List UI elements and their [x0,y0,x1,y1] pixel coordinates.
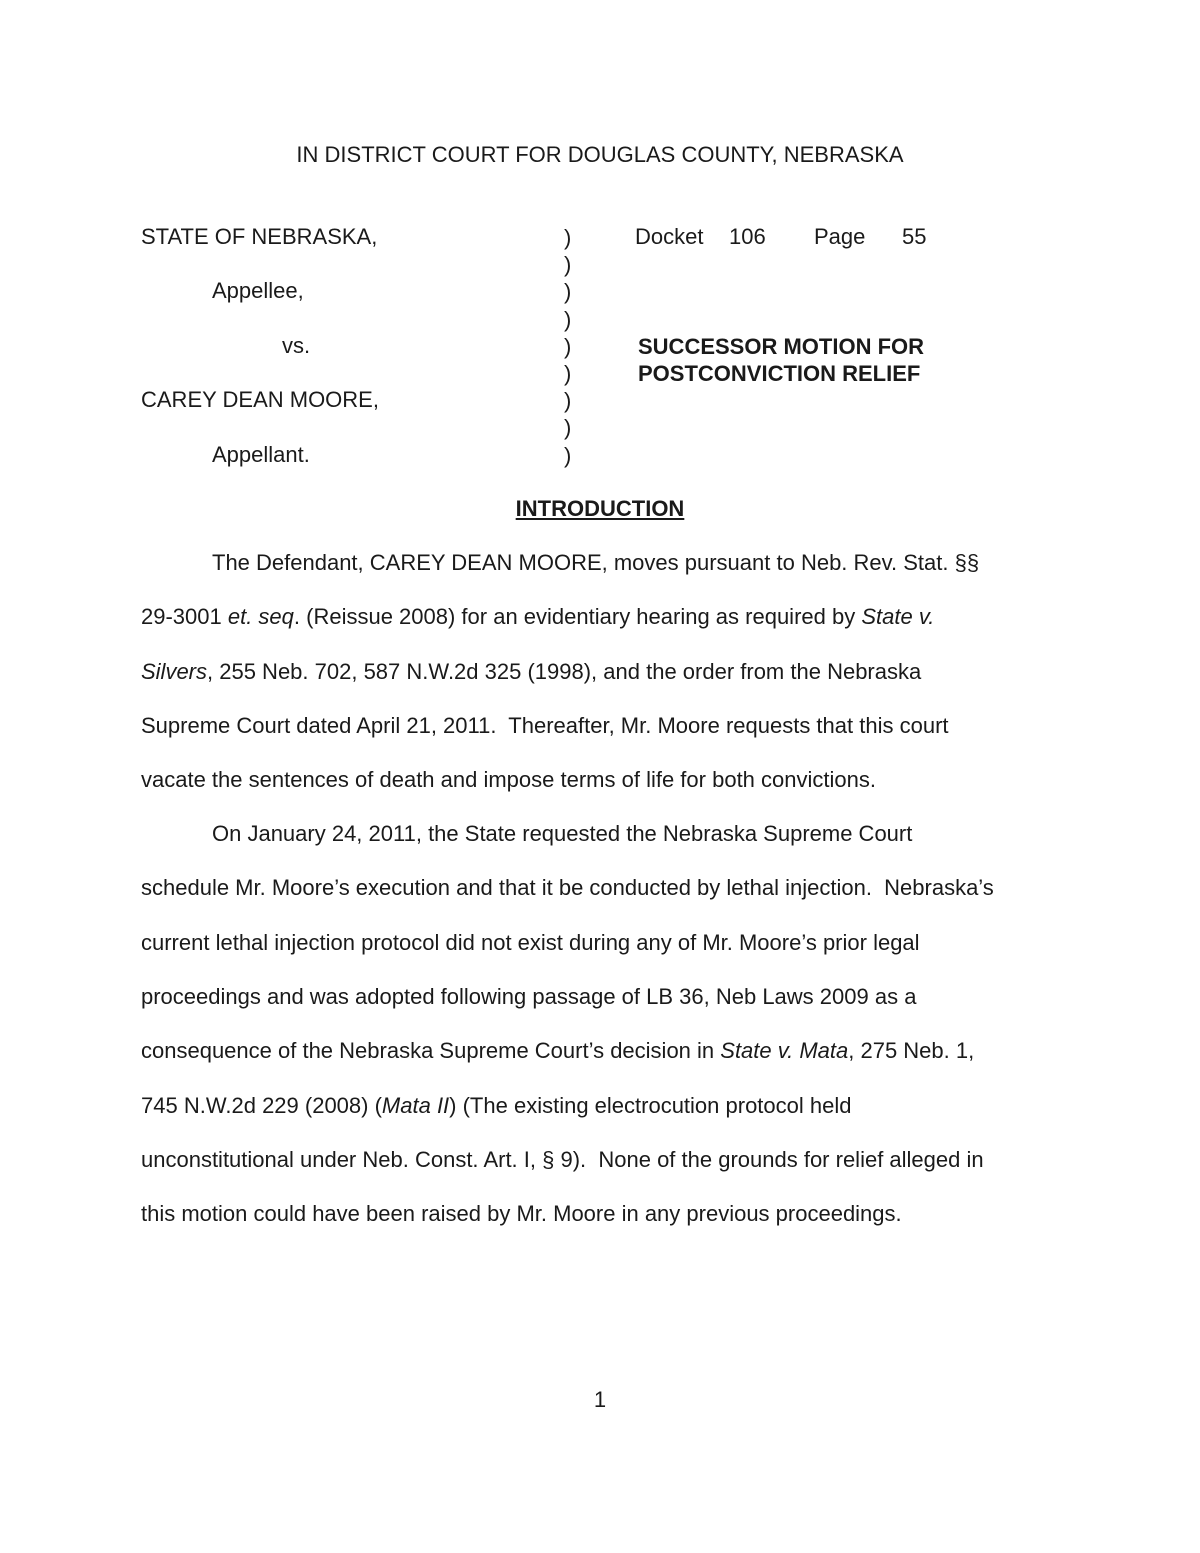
section-heading: INTRODUCTION [515,496,685,521]
caption-defendant: CAREY DEAN MOORE, [141,387,379,412]
case-citation: State v. [861,604,935,629]
text: ) (The existing electrocution protocol held [449,1093,852,1118]
case-citation: Mata II [381,1093,450,1118]
paragraph-1-line-3 [141,659,921,685]
case-citation: Silvers [141,659,208,684]
italic-text: et. seq [227,604,294,629]
case-citation: State v. Mata [720,1038,849,1063]
caption-plaintiff-role: Appellee, [212,278,304,303]
paren: ) [564,388,572,414]
motion-title [638,333,924,387]
paragraph-1-line-4: Supreme Court dated April 21, 2011. Thereafter, Mr. Moore requests that this court [141,713,949,738]
paragraph-2-line-7: unconstitutional under Neb. Const. Art. I, § 9). None of the grounds for relief alleged in [141,1147,984,1172]
paren: ) [564,361,572,387]
caption-defendant-role: Appellant. [212,442,310,467]
caption-plaintiff: STATE OF NEBRASKA, [141,224,378,249]
page-label: Page [814,224,866,249]
text: 29-3001 [141,604,228,629]
paren: ) [564,306,572,332]
paragraph-2-line-5 [141,1038,974,1064]
paragraph-1-line-5: vacate the sentences of death and impose terms of life for both convictions. [141,767,876,792]
paragraph-2-line-8: this motion could have been raised by Mr. Moore in any previous proceedings. [141,1201,902,1226]
docket-page-number: 55 [902,224,927,249]
paragraph-1-line-1: The Defendant, CAREY DEAN MOORE, moves pursuant to Neb. Rev. Stat. §§ [212,550,980,575]
paren: ) [564,225,572,250]
paragraph-1-line-2 [141,604,934,630]
paragraph-2-line-3: current lethal injection protocol did not exist during any of Mr. Moore’s prior legal [141,930,920,955]
paren: ) [564,333,572,359]
text: . (Reissue 2008) for an evidentiary hearing as required by [293,604,862,629]
text: 745 N.W.2d 229 (2008) ( [141,1093,382,1118]
motion-title-line-2: POSTCONVICTION RELIEF [638,361,921,386]
docket-number: 106 [729,224,766,249]
paragraph-2-line-4: proceedings and was adopted following passage of LB 36, Neb Laws 2009 as a [141,984,917,1009]
caption-parenthesis-column [564,224,571,469]
text: , 255 Neb. 702, 587 N.W.2d 325 (1998), and the order from the Nebraska [207,659,922,684]
motion-title-line-1: SUCCESSOR MOTION FOR [638,334,925,359]
paragraph-2-line-2: schedule Mr. Moore’s execution and that it be conducted by lethal injection. Nebraska’s [141,875,994,900]
docket-label: Docket [635,224,704,249]
caption-versus: vs. [282,333,311,358]
paren: ) [564,442,572,468]
paren: ) [564,279,572,305]
page-number: 1 [593,1387,607,1412]
paren: ) [564,252,572,278]
paren: ) [564,415,572,441]
paragraph-2-line-1: On January 24, 2011, the State requested the Nebraska Supreme Court [212,821,913,846]
text: , 275 Neb. 1, [848,1038,975,1063]
text: consequence of the Nebraska Supreme Court’s decision in [141,1038,721,1063]
court-title: IN DISTRICT COURT FOR DOUGLAS COUNTY, NEBRASKA [296,142,904,167]
paragraph-2-line-6 [141,1093,852,1119]
